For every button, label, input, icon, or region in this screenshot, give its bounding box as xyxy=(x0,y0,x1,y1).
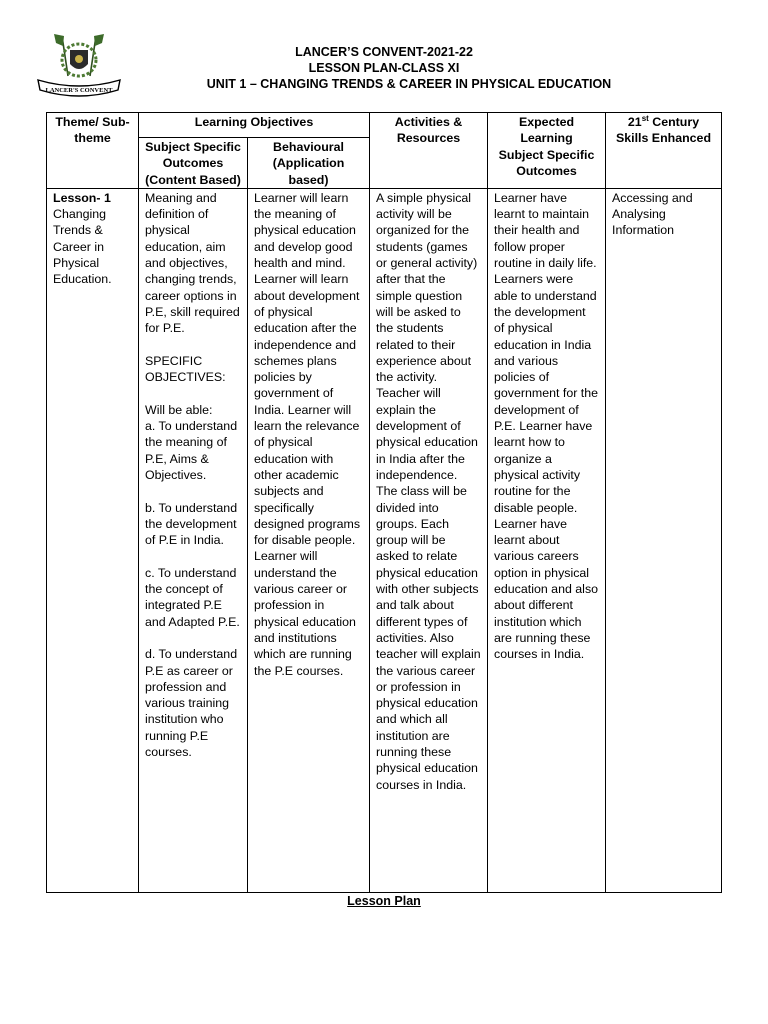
header-behavioural: Behavioural (Application based) xyxy=(248,138,370,189)
objective-d: d. To understand P.E as career or profession and various training institution who running P.E courses. xyxy=(145,647,238,759)
header-school-year: LANCER’S CONVENT-2021-22 xyxy=(295,45,473,59)
header-lesson-plan-class: LESSON PLAN-CLASS XI xyxy=(308,61,460,75)
cell-theme xyxy=(47,188,139,892)
cell-21st-century-skills: Accessing and Analysing Information xyxy=(606,188,722,892)
specific-objectives-heading: SPECIFIC OBJECTIVES: xyxy=(145,353,226,385)
header-activities: Activities & Resources xyxy=(370,113,488,189)
objective-c: c. To understand the concept of integrated P.E and Adapted P.E. xyxy=(145,565,240,629)
will-be-able: Will be able: xyxy=(145,402,213,417)
header-unit-title: UNIT 1 – CHANGING TRENDS & CAREER IN PHYSICAL EDUCATION xyxy=(206,77,612,91)
header-learning-objectives: Learning Objectives xyxy=(139,113,370,138)
subject-intro: Meaning and definition of physical education, aim and objectives, changing trends, career options in P.E, skill required for P.E. xyxy=(145,190,240,336)
objective-a: a. To understand the meaning of P.E, Aims & Objectives. xyxy=(145,419,238,482)
lesson-title: Changing Trends & Career in Physical Education. xyxy=(53,207,112,287)
cell-activities: A simple physical activity will be organized for the students (games or general activity) after that the simple question will be asked to the students related to their experience about the activity. Teacher will explain the development of physical education in India after the independence. The class will be divided into groups. Each group will be asked to relate physical education with other subjects and talk about different types of activities. Also teacher will explain the various career or profession in physical education and which all institution are running these physical education courses in India. xyxy=(370,188,488,892)
cell-behavioural: Learner will learn the meaning of physical education and develop good health and mind. Learner will learn about development of physical education after the independence and schemes plans policies by government of India. Learner will learn the relevance of physical education with other academic subjects and specifically designed programs for disable people. Learner will understand the various career or profession in physical education and institutions which are running the P.E courses. xyxy=(248,188,370,892)
lesson-plan-table xyxy=(46,112,722,893)
header-subject-specific: Subject Specific Outcomes (Content Based) xyxy=(139,138,248,189)
objective-b: b. To understand the development of P.E in India. xyxy=(145,500,238,548)
lesson-label: Lesson- 1 xyxy=(53,190,111,205)
header-theme: Theme/ Sub-theme xyxy=(47,113,139,189)
cell-subject-specific xyxy=(139,188,248,892)
cell-expected-outcomes: Learner have learnt to maintain their health and follow proper routine in daily life. Learners were able to understand the development of physical education in India and various policies of government for the development of P.E. Learner have learnt how to organize a physical activity routine for the disable people. Learner have learnt about various careers option in physical education and also about different institution which are running these courses in India. xyxy=(488,188,606,892)
document-header xyxy=(0,44,768,92)
header-21st-century-skills: 21st Century Skills Enhanced xyxy=(606,113,722,189)
footer-lesson-plan: Lesson Plan xyxy=(347,894,421,908)
header-expected-outcomes: Expected Learning Subject Specific Outcomes xyxy=(488,113,606,189)
svg-text:LANCER'S CONVENT: LANCER'S CONVENT xyxy=(45,87,113,94)
